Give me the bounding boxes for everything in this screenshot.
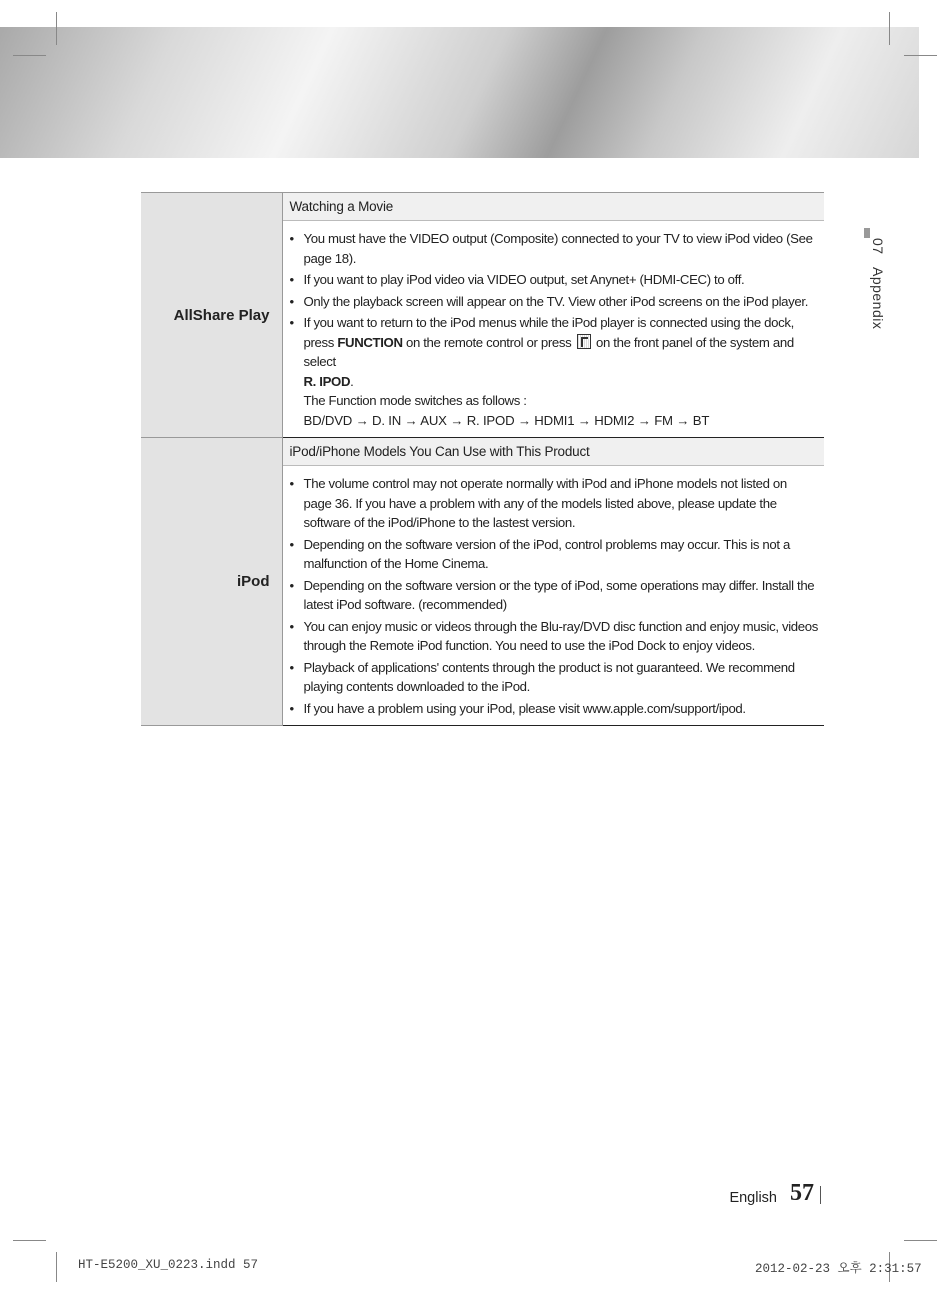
section-heading: iPod/iPhone Models You Can Use with This Product: [283, 438, 825, 466]
print-slug-timestamp: 2012-02-23 오후 2:31:57: [755, 1262, 922, 1276]
list-item: • Playback of applications' contents through the product is not guaranteed. We recommend playing contents downloaded to the iPod.: [304, 658, 819, 697]
list-item: • If you want to play iPod video via VIDEO output, set Anynet+ (HDMI-CEC) to off.: [304, 270, 819, 290]
category-label: AllShare Play: [173, 306, 270, 324]
list-item: [304, 313, 819, 430]
appendix-table: [141, 192, 824, 726]
content-cell: [282, 193, 824, 438]
table-row-ipod: [141, 438, 824, 726]
crop-mark: [13, 1240, 46, 1241]
category-label: iPod: [237, 573, 270, 590]
bullet-list: [283, 221, 825, 437]
bullet-text: on the front panel of the system and select: [303, 334, 794, 369]
chapter-tab-label: [870, 238, 886, 329]
bullet-text: .: [350, 373, 354, 389]
list-item: • If you have a problem using your iPod, please visit www.apple.com/support/ipod.: [304, 699, 819, 719]
chapter-number: 07: [870, 238, 886, 255]
list-item: • Depending on the software version of the iPod, control problems may occur. This is not a malfunction of the Home Cinema.: [304, 535, 819, 574]
function-button-icon: [577, 334, 591, 349]
category-cell: [141, 438, 282, 726]
page-number-divider: [820, 1186, 821, 1204]
list-item: • Depending on the software version or the type of iPod, some operations may differ. Install the latest iPod software. (recommended): [304, 576, 819, 615]
crop-mark: [904, 1240, 937, 1241]
list-item: • You must have the VIDEO output (Composite) connected to your TV to view iPod video (See page 18).: [304, 229, 819, 268]
mode-sequence: BD/DVD → D. IN → AUX → R. IPOD → HDMI1 → HDMI2 → FM → BT: [303, 412, 710, 428]
mode-switch-text: The Function mode switches as follows :: [303, 393, 527, 408]
bullet-text: on the remote control or press: [402, 334, 575, 350]
chapter-tab-marker: [864, 228, 870, 238]
chapter-title: Appendix: [870, 266, 886, 330]
crop-mark: [889, 12, 890, 45]
crop-mark: [13, 55, 46, 56]
bullet-text: If you want to return to the iPod menus while the iPod player is connected using the dock, press: [303, 315, 794, 350]
content-cell: [282, 438, 824, 726]
list-item: • The volume control may not operate normally with iPod and iPhone models not listed on page 36. If you have a problem with any of the models listed above, please update the software of the iPod/iPhone to the lastest version.: [304, 474, 819, 533]
function-key-label: FUNCTION: [337, 334, 403, 350]
ipod-key-label: R. IPOD: [303, 373, 351, 389]
list-item: • Only the playback screen will appear on the TV. View other iPod screens on the iPod player.: [304, 292, 819, 312]
category-cell: [141, 193, 282, 438]
footer-language: English: [729, 1190, 777, 1206]
header-banner: [0, 27, 919, 158]
list-item: • You can enjoy music or videos through the Blu-ray/DVD disc function and enjoy music, videos through the Remote iPod function. You need to use the iPod Dock to enjoy videos.: [304, 617, 819, 656]
print-slug-filename: HT-E5200_XU_0223.indd 57: [78, 1258, 259, 1272]
crop-mark: [904, 55, 937, 56]
page-number: 57: [790, 1180, 814, 1206]
crop-mark: [56, 1252, 57, 1282]
bullet-list: [283, 466, 825, 725]
crop-mark: [56, 12, 57, 45]
section-heading: Watching a Movie: [283, 193, 825, 221]
table-row-allshare: [141, 193, 824, 438]
